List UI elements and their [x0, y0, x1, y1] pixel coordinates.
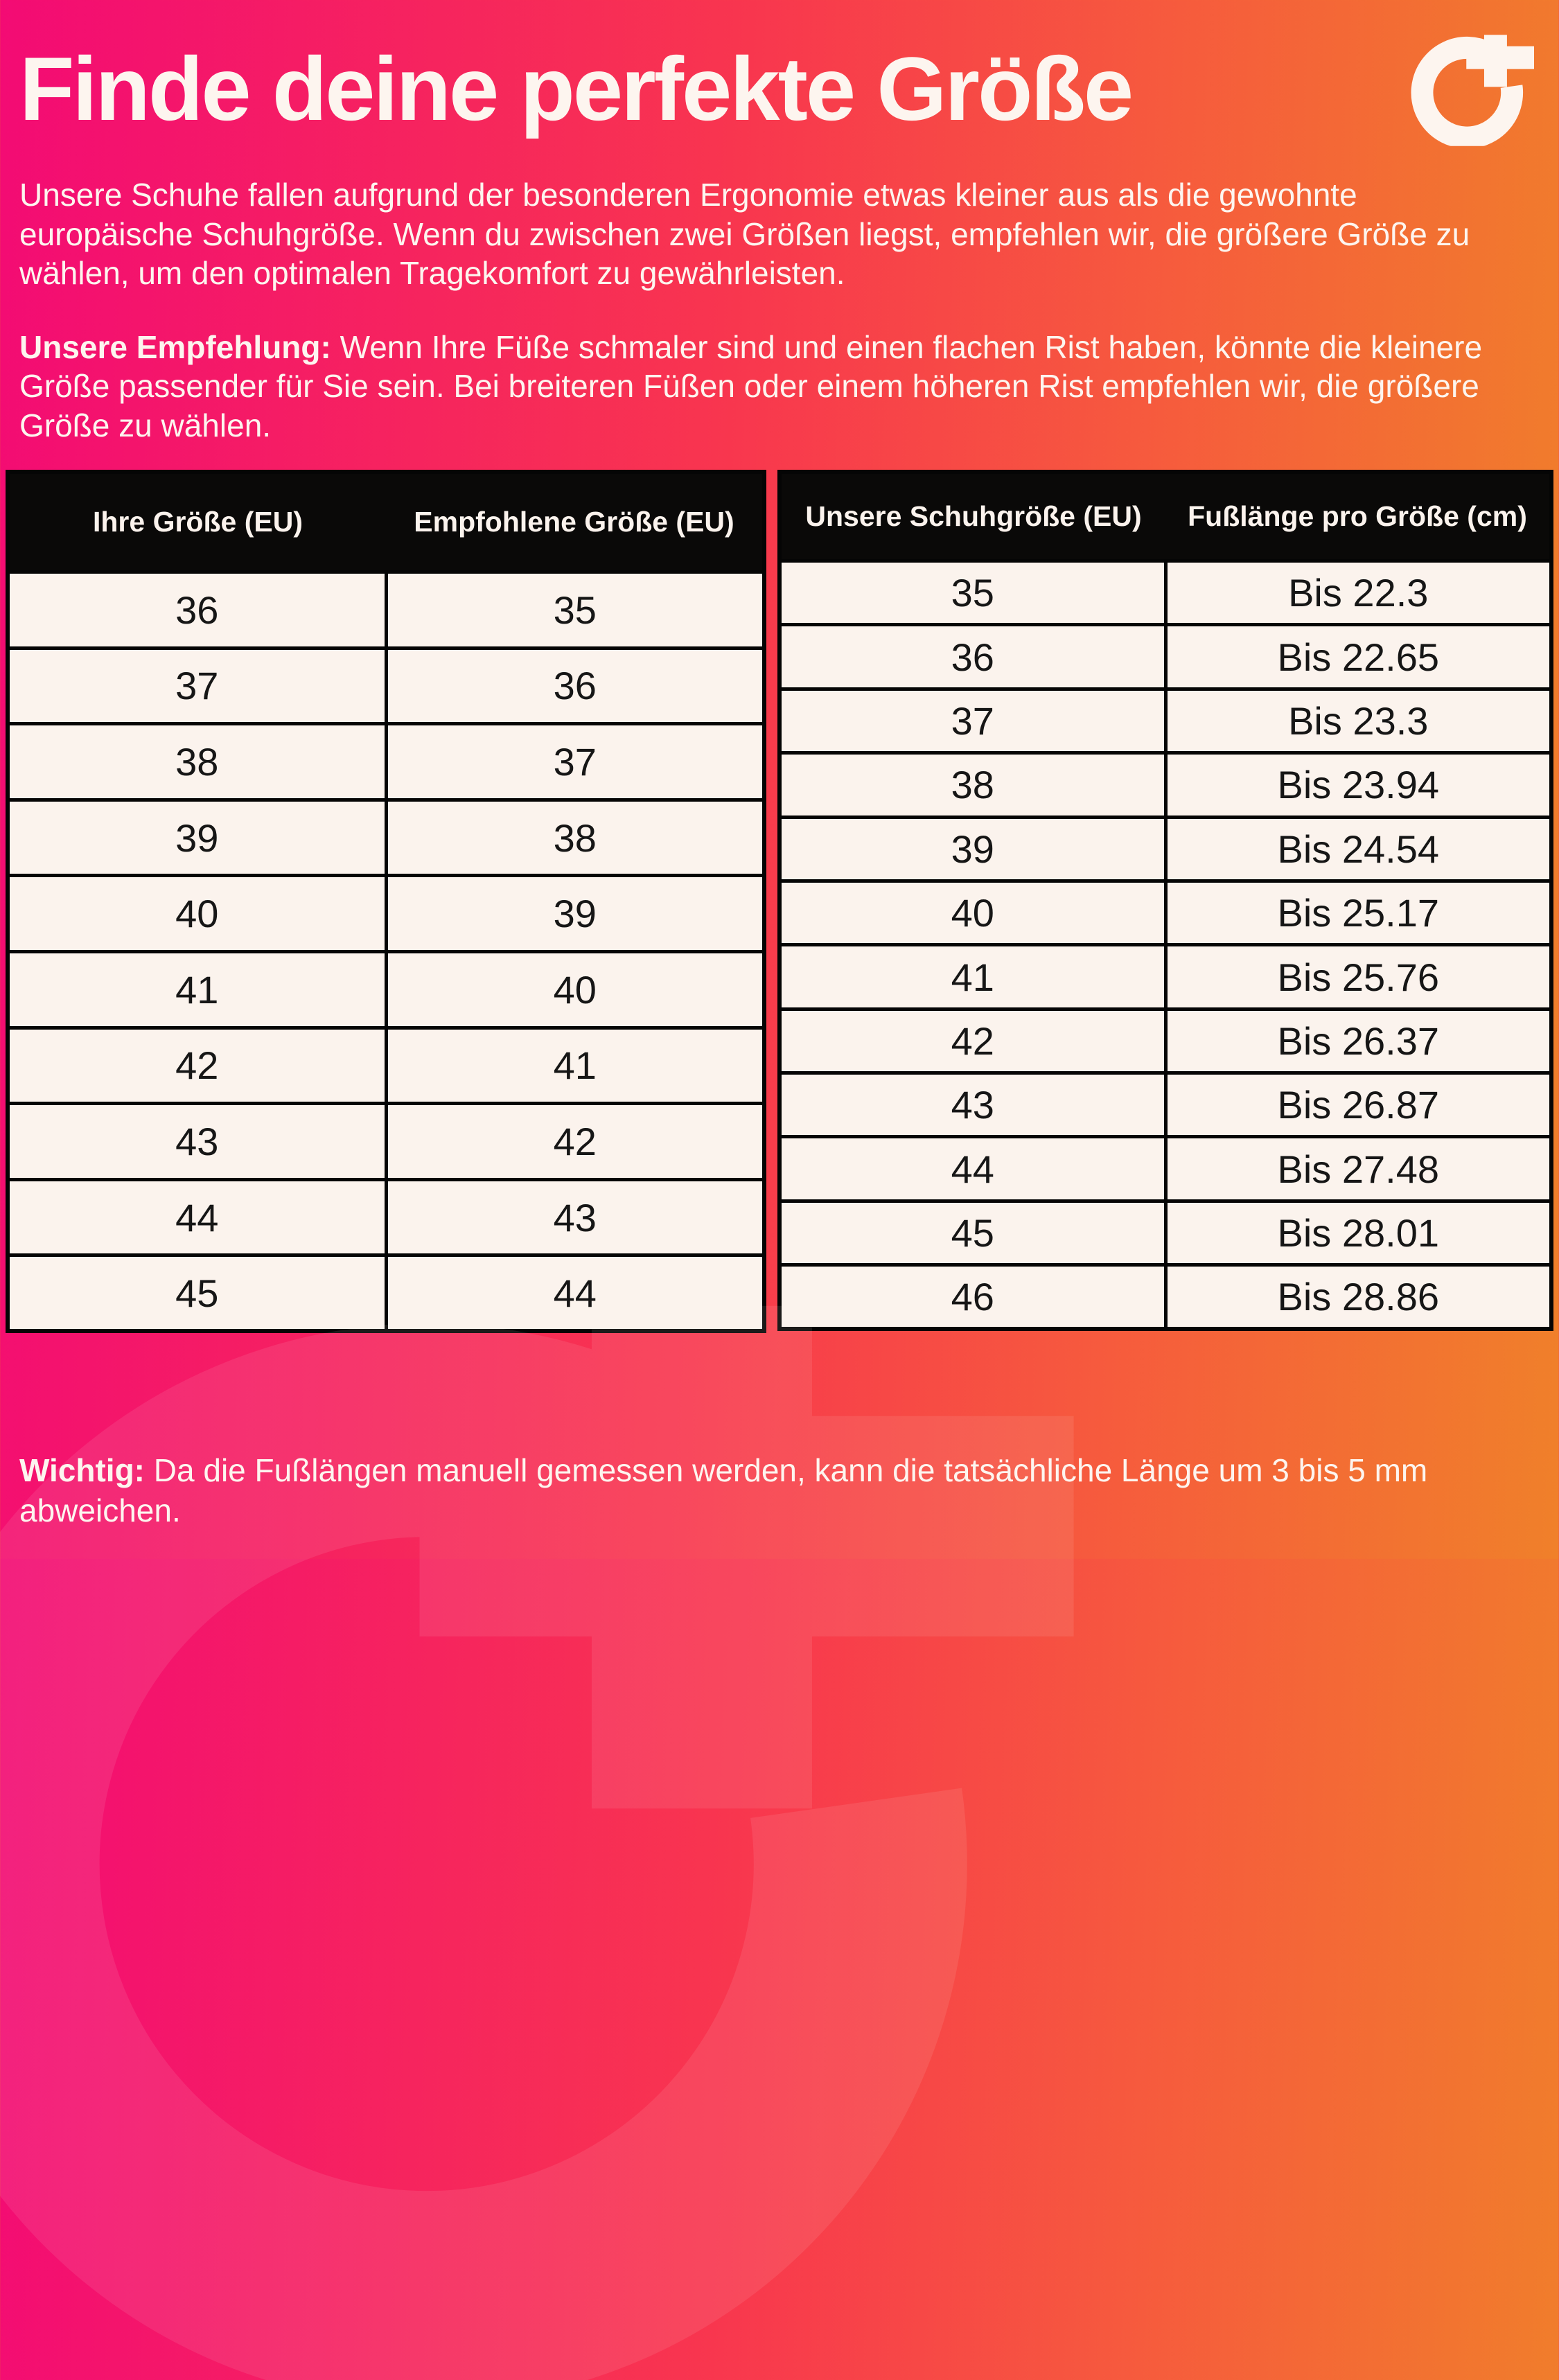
- table-row: [780, 1009, 1551, 1073]
- table-cell: 40: [8, 876, 386, 952]
- table-cell: 38: [386, 800, 764, 876]
- table-cell: 37: [8, 648, 386, 724]
- size-tables-section: [6, 470, 1553, 1333]
- footer-note: [19, 1451, 1540, 1531]
- table-cell: 41: [780, 945, 1165, 1009]
- table-row: [780, 561, 1551, 624]
- table-cell: Bis 26.37: [1165, 1009, 1551, 1073]
- table-cell: Bis 22.3: [1165, 561, 1551, 624]
- table-cell: 42: [780, 1009, 1165, 1073]
- column-header: Empfohlene Größe (EU): [386, 472, 764, 572]
- table-cell: Bis 25.17: [1165, 881, 1551, 944]
- header-row: [8, 472, 764, 572]
- table-row: [8, 951, 764, 1028]
- table-row: [780, 1137, 1551, 1201]
- table-cell: 40: [780, 881, 1165, 944]
- table-cell: 41: [386, 1028, 764, 1104]
- circle-plus-logo-icon: [1411, 32, 1534, 146]
- footer-note-label: Wichtig:: [19, 1452, 145, 1489]
- table-row: [8, 1104, 764, 1180]
- table-row: [780, 1201, 1551, 1264]
- table-row: [780, 689, 1551, 752]
- table-cell: 36: [780, 625, 1165, 689]
- table-cell: Bis 27.48: [1165, 1137, 1551, 1201]
- recommendation-body: Wenn Ihre Füße schmaler sind und einen flachen Rist haben, könnte die kleinere Größe passender für Sie sein. Bei breiteren Füßen oder einem höheren Rist empfehlen wir, die größere Größe zu wählen.: [19, 328, 1483, 443]
- table-cell: 44: [8, 1179, 386, 1255]
- footer-note-body: Da die Fußlängen manuell gemessen werden, kann die tatsächliche Länge um 3 bis 5 mm abweichen.: [19, 1452, 1428, 1528]
- table-row: [8, 572, 764, 648]
- table-cell: 43: [780, 1073, 1165, 1137]
- foot-length-table: [777, 470, 1553, 1331]
- table-row: [8, 1028, 764, 1104]
- brand-watermark-logo-icon: [0, 1278, 1074, 2380]
- column-header: Ihre Größe (EU): [8, 472, 386, 572]
- table-row: [8, 800, 764, 876]
- table-cell: Bis 28.01: [1165, 1201, 1551, 1264]
- table-cell: Bis 25.76: [1165, 945, 1551, 1009]
- intro-text: Unsere Schuhe fallen aufgrund der besonderen Ergonomie etwas kleiner aus als die gewohnte europäische Schuhgröße. Wenn du zwischen zwei Größen liegst, empfehlen wir, die größere Größe zu wählen, um den optimalen Tragekomfort zu gewährleisten.: [19, 177, 1470, 292]
- table-cell: 38: [8, 724, 386, 800]
- table-cell: Bis 22.65: [1165, 625, 1551, 689]
- table-row: [780, 625, 1551, 689]
- header-row: [780, 472, 1551, 561]
- table-cell: Bis 24.54: [1165, 817, 1551, 881]
- table-row: [780, 1073, 1551, 1137]
- table-cell: Bis 26.87: [1165, 1073, 1551, 1137]
- table-cell: 37: [386, 724, 764, 800]
- table-cell: 35: [386, 572, 764, 648]
- column-header: Fußlänge pro Größe (cm): [1165, 472, 1551, 561]
- table-cell: 43: [386, 1179, 764, 1255]
- table-cell: 43: [8, 1104, 386, 1180]
- table-cell: 37: [780, 689, 1165, 752]
- table-row: [780, 945, 1551, 1009]
- header: [0, 0, 1559, 146]
- table-cell: Bis 28.86: [1165, 1265, 1551, 1329]
- table-row: [780, 881, 1551, 944]
- table-cell: Bis 23.94: [1165, 753, 1551, 817]
- table-cell: 41: [8, 951, 386, 1028]
- table-row: [8, 1179, 764, 1255]
- table-cell: 42: [8, 1028, 386, 1104]
- table-row: [8, 724, 764, 800]
- table-row: [8, 648, 764, 724]
- table-cell: 46: [780, 1265, 1165, 1329]
- table-cell: 39: [8, 800, 386, 876]
- table-cell: 42: [386, 1104, 764, 1180]
- table-cell: 45: [8, 1255, 386, 1332]
- page-title: Finde deine perfekte Größe: [19, 38, 1132, 139]
- table-cell: 39: [780, 817, 1165, 881]
- table-cell: 36: [386, 648, 764, 724]
- table-row: [8, 1255, 764, 1332]
- recommendation-text: [19, 328, 1540, 446]
- table-cell: 35: [780, 561, 1165, 624]
- table-cell: 45: [780, 1201, 1165, 1264]
- table-row: [780, 817, 1551, 881]
- column-header: Unsere Schuhgröße (EU): [780, 472, 1165, 561]
- table-cell: 44: [780, 1137, 1165, 1201]
- recommendation-label: Unsere Empfehlung:: [19, 328, 331, 365]
- table-row: [780, 753, 1551, 817]
- table-row: [780, 1265, 1551, 1329]
- table-cell: 40: [386, 951, 764, 1028]
- table-cell: 36: [8, 572, 386, 648]
- table-row: [8, 876, 764, 952]
- table-cell: 38: [780, 753, 1165, 817]
- size-conversion-table: [6, 470, 766, 1333]
- table-cell: Bis 23.3: [1165, 689, 1551, 752]
- table-cell: 44: [386, 1255, 764, 1332]
- table-cell: 39: [386, 876, 764, 952]
